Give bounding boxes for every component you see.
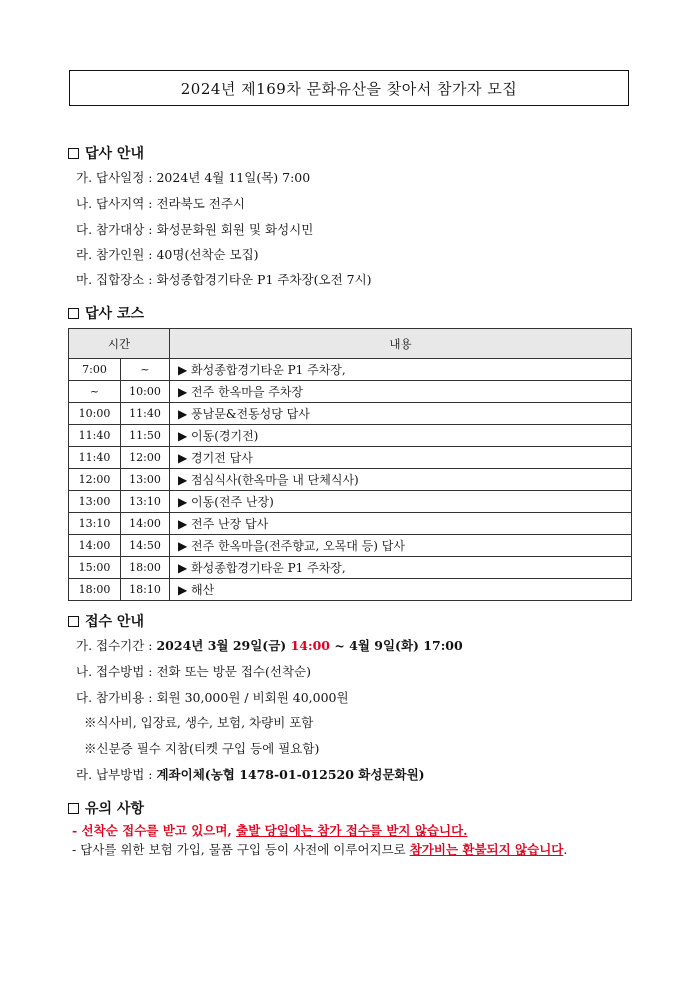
end-time-cell: 18:00 — [121, 557, 170, 579]
info-target: 다. 참가대상 : 화성문화원 회원 및 화성시민 — [76, 222, 314, 237]
info-capacity: 라. 참가인원 : 40명(선착순 모집) — [76, 247, 259, 262]
checkbox-square-icon — [68, 803, 79, 814]
end-time-cell: 11:50 — [121, 425, 170, 447]
table-row — [69, 513, 632, 535]
end-time-cell: ~ — [121, 359, 170, 381]
section-notice-heading: 유의 사항 — [68, 798, 144, 818]
checkbox-square-icon — [68, 616, 79, 627]
id-required-note: ※신분증 필수 지참(티켓 구입 등에 필요함) — [84, 741, 320, 756]
title-text: 2024년 제169차 문화유산을 찾아서 참가자 모집 — [180, 79, 518, 98]
start-time-cell: ~ — [69, 381, 121, 403]
end-time-cell: 13:10 — [121, 491, 170, 513]
checkbox-square-icon — [68, 308, 79, 319]
registration-method: 나. 접수방법 : 전화 또는 방문 접수(선착순) — [76, 664, 311, 679]
table-row — [69, 447, 632, 469]
table-row — [69, 491, 632, 513]
end-time-cell: 13:00 — [121, 469, 170, 491]
table-row — [69, 381, 632, 403]
activity-cell: ▶ 화성종합경기타운 P1 주차장, — [170, 359, 632, 381]
start-time-cell: 14:00 — [69, 535, 121, 557]
notice-line-1: - 선착순 접수를 받고 있으며, 출발 당일에는 참가 접수를 받지 않습니다. — [72, 823, 468, 838]
end-time-cell: 11:40 — [121, 403, 170, 425]
course-table — [68, 328, 632, 601]
activity-cell: ▶ 이동(경기전) — [170, 425, 632, 447]
start-time-cell: 13:00 — [69, 491, 121, 513]
table-row — [69, 359, 632, 381]
activity-cell: ▶ 경기전 답사 — [170, 447, 632, 469]
activity-cell: ▶ 화성종합경기타운 P1 주차장, — [170, 557, 632, 579]
registration-fee: 다. 참가비용 : 회원 30,000원 / 비회원 40,000원 — [76, 690, 349, 705]
table-row — [69, 403, 632, 425]
start-time-cell: 15:00 — [69, 557, 121, 579]
table-row — [69, 579, 632, 601]
start-time-cell: 7:00 — [69, 359, 121, 381]
registration-period: 가. 접수기간 : 2024년 3월 29일(금) 14:00 ~ 4월 9일(화) 17:00 — [76, 638, 463, 653]
column-header-content: 내용 — [170, 329, 632, 359]
activity-cell: ▶ 전주 난장 답사 — [170, 513, 632, 535]
start-time-cell: 13:10 — [69, 513, 121, 535]
activity-cell: ▶ 점심식사(한옥마을 내 단체식사) — [170, 469, 632, 491]
activity-cell: ▶ 해산 — [170, 579, 632, 601]
activity-cell: ▶ 풍남문&전동성당 답사 — [170, 403, 632, 425]
end-time-cell: 18:10 — [121, 579, 170, 601]
fee-includes-note: ※식사비, 입장료, 생수, 보험, 차량비 포함 — [84, 715, 314, 730]
table-row — [69, 535, 632, 557]
notice-line-2: - 답사를 위한 보험 가입, 물품 구입 등이 사전에 이루어지므로 참가비는 환불되지 않습니다. — [72, 842, 568, 857]
table-row — [69, 557, 632, 579]
section-course-heading: 답사 코스 — [68, 303, 144, 323]
end-time-cell: 10:00 — [121, 381, 170, 403]
end-time-cell: 14:50 — [121, 535, 170, 557]
course-table-body — [69, 359, 632, 601]
page-title — [69, 70, 629, 106]
start-time-cell: 11:40 — [69, 425, 121, 447]
info-region: 나. 답사지역 : 전라북도 전주시 — [76, 196, 245, 211]
end-time-cell: 12:00 — [121, 447, 170, 469]
activity-cell: ▶ 전주 한옥마을 주차장 — [170, 381, 632, 403]
end-time-cell: 14:00 — [121, 513, 170, 535]
start-time-cell: 12:00 — [69, 469, 121, 491]
table-row — [69, 425, 632, 447]
checkbox-square-icon — [68, 148, 79, 159]
activity-cell: ▶ 이동(전주 난장) — [170, 491, 632, 513]
section-registration-heading: 접수 안내 — [68, 611, 144, 631]
activity-cell: ▶ 전주 한옥마을(전주향교, 오목대 등) 답사 — [170, 535, 632, 557]
table-row — [69, 469, 632, 491]
payment-method: 라. 납부방법 : 계좌이체(농협 1478-01-012520 화성문화원) — [76, 767, 425, 782]
start-time-cell: 10:00 — [69, 403, 121, 425]
info-meeting-place: 마. 집합장소 : 화성종합경기타운 P1 주차장(오전 7시) — [76, 272, 372, 287]
column-header-time: 시간 — [69, 329, 170, 359]
start-time-cell: 18:00 — [69, 579, 121, 601]
info-schedule: 가. 답사일정 : 2024년 4월 11일(목) 7:00 — [76, 170, 311, 185]
course-table-header — [69, 329, 632, 359]
section-tour-info-heading: 답사 안내 — [68, 143, 144, 163]
start-time-cell: 11:40 — [69, 447, 121, 469]
